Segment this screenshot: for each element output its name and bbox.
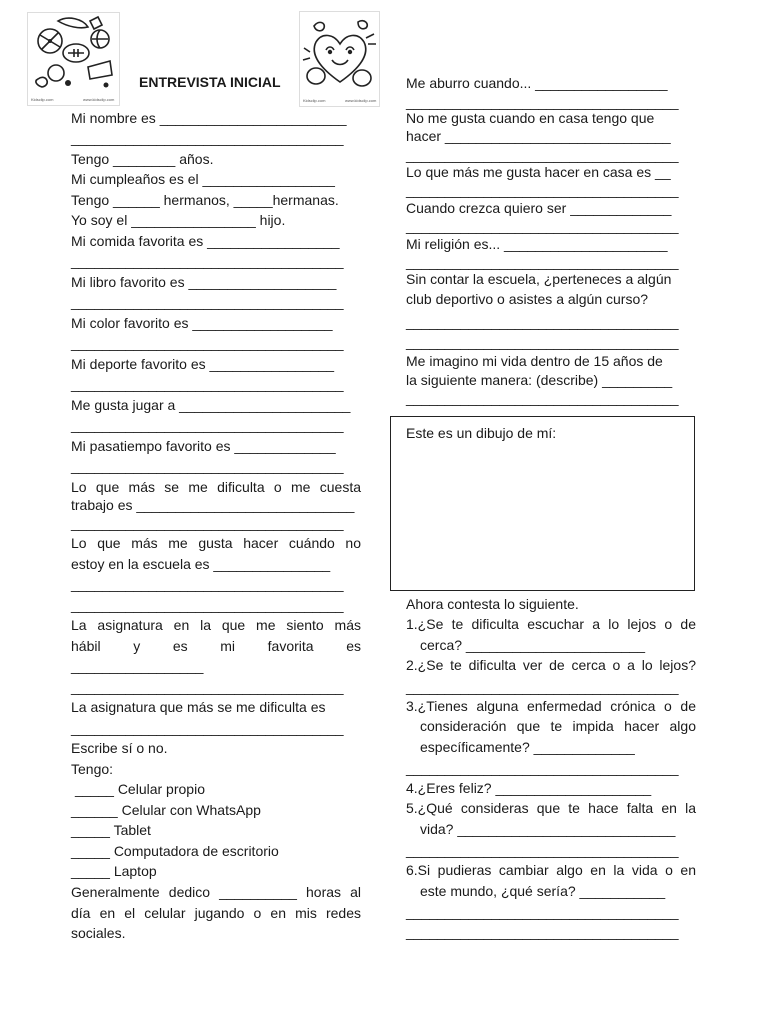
field-feliz[interactable]: 4.¿Eres feliz? ____________________ bbox=[406, 780, 652, 796]
question-vida: Me imagino mi vida dentro de 15 años de bbox=[406, 353, 663, 369]
field-line[interactable]: ___________________________________ bbox=[406, 760, 679, 776]
field-line[interactable]: ___________________________________ bbox=[71, 130, 344, 146]
text-horas-cont: día en el celular jugando o en mis redes bbox=[71, 905, 361, 921]
field-line[interactable]: ___________________________________ bbox=[406, 334, 679, 350]
field-line[interactable]: ___________________________________ bbox=[406, 182, 679, 198]
question-enfermedad-cont: consideración que te impida hacer algo bbox=[420, 718, 696, 734]
device-item[interactable]: _____ Laptop bbox=[71, 863, 157, 879]
heart-clipart-icon bbox=[300, 12, 379, 96]
field-casa[interactable]: Lo que más me gusta hacer en casa es __ bbox=[406, 164, 671, 180]
field-jugar[interactable]: Me gusta jugar a ______________________ bbox=[71, 397, 351, 413]
device-item[interactable]: ______ Celular con WhatsApp bbox=[71, 802, 261, 818]
field-line[interactable]: ___________________________________ bbox=[406, 842, 679, 858]
field-hermanos[interactable]: Tengo ______ hermanos, _____hermanas. bbox=[71, 192, 339, 208]
field-dificulta[interactable]: trabajo es ____________________________ bbox=[71, 497, 355, 513]
clipart-caption: www.kidsclip.com bbox=[83, 97, 115, 102]
heart-clipart bbox=[299, 11, 380, 107]
field-horas[interactable]: Generalmente dedico __________ horas al bbox=[71, 884, 361, 900]
question-gusta-hacer: Lo que más me gusta hacer cuándo no bbox=[71, 535, 361, 551]
label-tengo: Tengo: bbox=[71, 761, 114, 777]
question-ver: 2.¿Se te dificulta ver de cerca o a lo lejos? bbox=[406, 657, 696, 673]
field-line[interactable]: ___________________________________ bbox=[406, 390, 679, 406]
clipart-caption: Kidsclip.com bbox=[31, 97, 54, 102]
field-religion[interactable]: Mi religión es... _____________________ bbox=[406, 236, 668, 252]
text-horas-end: sociales. bbox=[71, 925, 126, 941]
field-cambiar[interactable]: este mundo, ¿qué sería? ___________ bbox=[420, 883, 666, 899]
question-asignatura: La asignatura en la que me siento más bbox=[71, 617, 361, 633]
field-deporte[interactable]: Mi deporte favorito es ________________ bbox=[71, 356, 335, 372]
field-escuchar[interactable]: cerca? _______________________ bbox=[420, 637, 645, 653]
field-line[interactable]: ___________________________________ bbox=[406, 218, 679, 234]
field-line[interactable]: ___________________________________ bbox=[406, 147, 679, 163]
field-line[interactable]: ___________________________________ bbox=[71, 376, 344, 392]
field-line[interactable]: ___________________________________ bbox=[406, 94, 679, 110]
field-comida[interactable]: Mi comida favorita es _________________ bbox=[71, 233, 340, 249]
field-soy-hijo[interactable]: Yo soy el ________________ hijo. bbox=[71, 212, 286, 228]
question-falta: 5.¿Qué consideras que te hace falta en la bbox=[406, 800, 696, 816]
field-cumpleanos[interactable]: Mi cumpleaños es el _________________ bbox=[71, 171, 335, 187]
question-cambiar: 6.Si pudieras cambiar algo en la vida o en bbox=[406, 862, 696, 878]
field-pasatiempo[interactable]: Mi pasatiempo favorito es _____________ bbox=[71, 438, 336, 454]
field-nombre[interactable]: Mi nombre es ________________________ bbox=[71, 110, 347, 126]
field-gusta-hacer[interactable]: estoy en la escuela es _______________ bbox=[71, 556, 331, 572]
device-item[interactable]: _____ Celular propio bbox=[75, 781, 205, 797]
question-enfermedad: 3.¿Tienes alguna enfermedad crónica o de bbox=[406, 698, 696, 714]
field-line[interactable]: ___________________________________ bbox=[406, 254, 679, 270]
device-item[interactable]: _____ Computadora de escritorio bbox=[71, 843, 279, 859]
field-line[interactable]: ___________________________________ bbox=[71, 720, 344, 736]
field-color[interactable]: Mi color favorito es __________________ bbox=[71, 315, 333, 331]
field-line[interactable]: ___________________________________ bbox=[406, 904, 679, 920]
field-line[interactable]: ___________________________________ bbox=[71, 679, 344, 695]
field-enfermedad[interactable]: específicamente? _____________ bbox=[420, 739, 635, 755]
instruction-contesta: Ahora contesta lo siguiente. bbox=[406, 596, 579, 612]
field-vida[interactable]: la siguiente manera: (describe) _________ bbox=[406, 372, 673, 388]
clipart-caption: www.kidsclip.com bbox=[345, 98, 377, 103]
field-line[interactable]: ___________________________________ bbox=[406, 314, 679, 330]
field-line[interactable]: ___________________________________ bbox=[71, 417, 344, 433]
field-no-gusta[interactable]: hacer _____________________________ bbox=[406, 128, 671, 144]
instruction-si-no: Escribe sí o no. bbox=[71, 740, 168, 756]
question-club-cont: club deportivo o asistes a algún curso? bbox=[406, 291, 649, 307]
question-club: Sin contar la escuela, ¿perteneces a algún bbox=[406, 271, 672, 287]
question-asignatura-cont: hábil y es mi favorita es bbox=[71, 638, 361, 654]
sports-clipart bbox=[27, 12, 120, 106]
field-line[interactable]: ___________________________________ bbox=[71, 597, 344, 613]
field-asignatura[interactable]: _________________ bbox=[71, 658, 204, 674]
field-line[interactable]: ___________________________________ bbox=[71, 576, 344, 592]
field-libro[interactable]: Mi libro favorito es ___________________ bbox=[71, 274, 337, 290]
field-line[interactable]: ___________________________________ bbox=[71, 515, 344, 531]
field-falta[interactable]: vida? ____________________________ bbox=[420, 821, 676, 837]
question-escuchar: 1.¿Se te dificulta escuchar a lo lejos o de bbox=[406, 616, 696, 632]
device-item[interactable]: _____ Tablet bbox=[71, 822, 151, 838]
field-line[interactable]: ___________________________________ bbox=[71, 335, 344, 351]
question-asignatura-dificil: La asignatura que más se me dificulta es bbox=[71, 699, 326, 715]
field-crezca[interactable]: Cuando crezca quiero ser _____________ bbox=[406, 200, 672, 216]
drawing-box-label: Este es un dibujo de mí: bbox=[406, 425, 557, 441]
field-line[interactable]: ___________________________________ bbox=[406, 924, 679, 940]
field-aburro[interactable]: Me aburro cuando... _________________ bbox=[406, 75, 668, 91]
field-line[interactable]: ___________________________________ bbox=[71, 458, 344, 474]
field-edad[interactable]: Tengo ________ años. bbox=[71, 151, 214, 167]
field-line[interactable]: ___________________________________ bbox=[71, 253, 344, 269]
question-dificulta: Lo que más se me dificulta o me cuesta bbox=[71, 479, 361, 495]
page-title: ENTREVISTA INICIAL bbox=[139, 74, 281, 90]
field-line[interactable]: ___________________________________ bbox=[406, 679, 679, 695]
clipart-caption: Kidsclip.com bbox=[303, 98, 326, 103]
drawing-box[interactable] bbox=[390, 416, 695, 591]
sports-clipart-icon bbox=[28, 13, 119, 95]
question-no-gusta: No me gusta cuando en casa tengo que bbox=[406, 110, 655, 126]
field-line[interactable]: ___________________________________ bbox=[71, 294, 344, 310]
